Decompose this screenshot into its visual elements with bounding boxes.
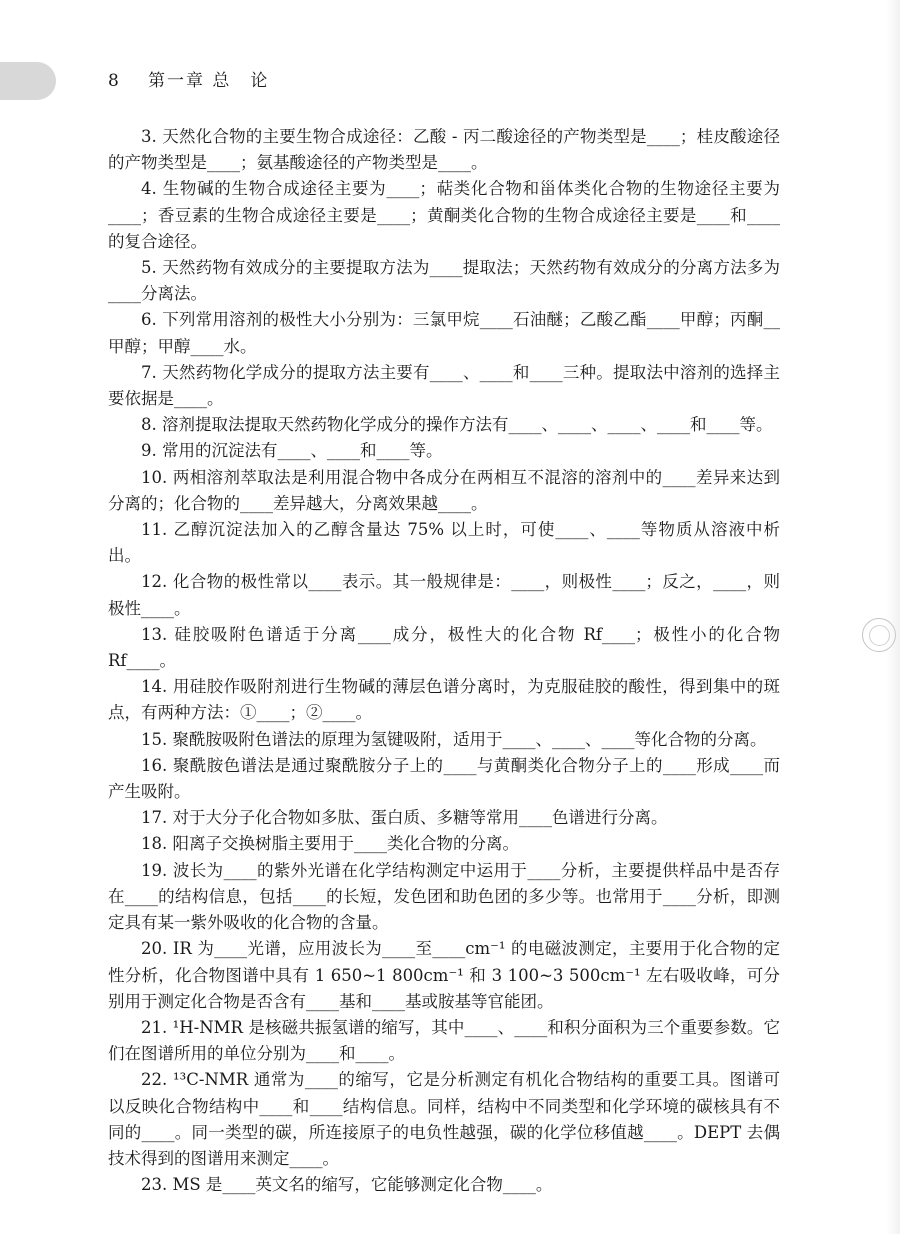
question-item: 6. 下列常用溶剂的极性大小分别为：三氯甲烷____石油醚；乙酸乙酯____甲醇；丙酮__甲醇；甲醇____水。	[108, 310, 780, 356]
question-item: 23. MS 是____英文名的缩写，它能够测定化合物____。	[141, 1175, 553, 1195]
question-item: 4. 生物碱的生物合成途径主要为____；萜类化合物和甾体类化合物的生物途径主要为____；香豆素的生物合成途径主要是____；黄酮类化合物的生物合成途径主要是____和____的复合途径。	[108, 179, 780, 251]
question-item: 21. ¹H-NMR 是核磁共振氢谱的缩写，其中____、____和积分面积为三个重要参数。它们在图谱所用的单位分别为____和____。	[108, 1017, 780, 1064]
question-item: 16. 聚酰胺色谱法是通过聚酰胺分子上的____与黄酮类化合物分子上的____形成____而产生吸附。	[108, 755, 780, 802]
question-item: 12. 化合物的极性常以____表示。其一般规律是：____，则极性____；反之，____，则极性____。	[108, 572, 780, 618]
page-number: 8	[108, 71, 119, 91]
question-item: 18. 阳离子交换树脂主要用于____类化合物的分离。	[141, 834, 519, 854]
question-item: 22. ¹³C-NMR 通常为____的缩写，它是分析测定有机化合物结构的重要工具。图谱可以反映化合物结构中____和____结构信息。同样，结构中不同类型和化学环境的碳核具有不同的____。同一类型的碳，所连接原子的电负性越强，碳的化学位移值越____。DEPT 去偶技术得到的图谱用来测定____。	[108, 1070, 780, 1168]
question-item: 8. 溶剂提取法提取天然药物化学成分的操作方法有____、____、____、____和____等。	[141, 415, 773, 435]
question-item: 17. 对于大分子化合物如多肽、蛋白质、多糖等常用____色谱进行分离。	[141, 808, 668, 828]
question-item: 19. 波长为____的紫外光谱在化学结构测定中运用于____分析，主要提供样品中是否存在____的结构信息，包括____的长短，发色团和助色团的多少等。也常用于____分析，即测定具有某一紫外吸收的化合物的含量。	[108, 860, 780, 933]
question-item: 5. 天然药物有效成分的主要提取方法为____提取法；天然药物有效成分的分离方法多为____分离法。	[108, 258, 780, 304]
question-item: 14. 用硅胶作吸附剂进行生物碱的薄层色谱分离时，为克服硅胶的酸性，得到集中的斑点，有两种方法：①____；②____。	[108, 677, 780, 723]
question-item: 13. 硅胶吸附色谱适于分离____成分，极性大的化合物 Rf____；极性小的化合物 Rf____。	[108, 624, 786, 671]
page-header	[108, 70, 269, 92]
chapter-title: 第一章 总 论	[148, 71, 270, 91]
question-list	[108, 124, 786, 1198]
question-item: 7. 天然药物化学成分的提取方法主要有____、____和____三种。提取法中溶剂的选择主要依据是____。	[108, 362, 780, 409]
question-item: 15. 聚酰胺吸附色谱法的原理为氢键吸附，适用于____、____、____等化合物的分离。	[141, 729, 767, 749]
question-item: 3. 天然化合物的主要生物合成途径：乙酸 - 丙二酸途径的产物类型是____；桂皮酸途径的产物类型是____；氨基酸途径的产物类型是____。	[108, 127, 780, 173]
chapter-tab-marker	[0, 62, 56, 100]
page-edge-shadow	[886, 0, 900, 1234]
question-item: 11. 乙醇沉淀法加入的乙醇含量达 75% 以上时，可使____、____等物质从溶液中析出。	[108, 520, 780, 566]
question-item: 10. 两相溶剂萃取法是利用混合物中各成分在两相互不混溶的溶剂中的____差异来达到分离的；化合物的____差异越大，分离效果越____。	[108, 467, 780, 513]
question-item: 20. IR 为____光谱，应用波长为____至____cm⁻¹ 的电磁波测定，主要用于化合物的定性分析，化合物图谱中具有 1 650~1 800cm⁻¹ 和 3 100~3 500cm⁻¹ 左右吸收峰，可分别用于测定化合物是否含有____基和____基或胺基等官能团。	[108, 939, 780, 1011]
question-item: 9. 常用的沉淀法有____、____和____等。	[141, 441, 443, 461]
